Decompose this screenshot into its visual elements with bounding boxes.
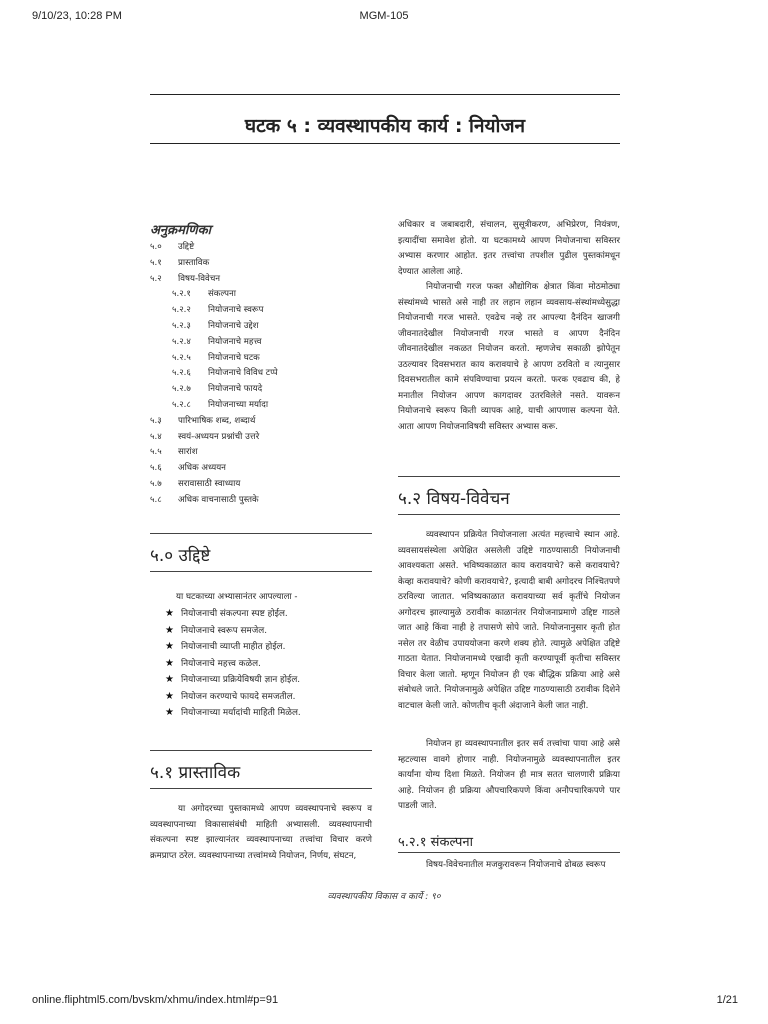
toc-list bbox=[150, 240, 370, 509]
toc-item-label: सारांश bbox=[178, 447, 198, 458]
toc-item bbox=[150, 477, 370, 493]
toc-item-number: ५.१ bbox=[150, 257, 162, 268]
toc-item-number: ५.२.७ bbox=[172, 384, 191, 395]
objective-item bbox=[165, 705, 365, 722]
toc-item bbox=[150, 461, 370, 477]
toc-item-label: अधिक अध्ययन bbox=[178, 463, 226, 474]
sec521-rule bbox=[398, 852, 620, 853]
objective-item bbox=[165, 689, 365, 706]
print-url: online.fliphtml5.com/bvskm/xhmu/index.html#p=91 bbox=[32, 994, 279, 1006]
print-title: MGM-105 bbox=[359, 10, 409, 22]
toc-item bbox=[150, 366, 370, 382]
toc-item-label: पारिभाषिक शब्द, शब्दार्थ bbox=[178, 415, 256, 426]
toc-item-number: ५.६ bbox=[150, 463, 162, 474]
toc-item-number: ५.० bbox=[150, 242, 162, 252]
toc-item-label: सरावासाठी स्वाध्याय bbox=[178, 478, 241, 489]
print-page-number: 1/21 bbox=[716, 994, 738, 1006]
page-footer-caption: व्यवस्थापकीय विकास व कार्ये : ९० bbox=[327, 892, 441, 902]
sec51-heading: ५.१ प्रास्ताविक bbox=[150, 763, 241, 783]
toc-item bbox=[150, 272, 370, 288]
objective-text: नियोजनाचे स्वरूप समजेल. bbox=[181, 625, 268, 636]
objective-text: नियोजनाच्या प्रक्रियेविषयी ज्ञान होईल. bbox=[181, 675, 301, 685]
star-bullet-icon: ★ bbox=[165, 657, 174, 669]
sec50-bottom-rule bbox=[150, 571, 372, 572]
toc-heading: अनुक्रमणिका bbox=[150, 223, 212, 238]
toc-item bbox=[150, 256, 370, 272]
sec52-p1: व्यवस्थापन प्रक्रियेत नियोजनाला अत्यंत महत्त्वाचे स्थान आहे. व्यवसायसंस्थेला अपेक्षित असलेली उद्दिष्टे गाठण्यासाठी नियोजनाची आवश्यकता असते. भविष्यकाळात काय करावयाचे? कसे करावयाचे? केव्हा करावयाचे? कोणी करावयाचे?, इत्यादी बाबी अगोदरच निश्चितपणे ठरविल्या जातात. भविष्यकाळात करावयाच्या सर्व कृतींचे नियोजन अगोदरच झाल्यामुळे ठरावीक काळानंतर नियोजनाप्रमाणे उद्दिष्ट गाठले जात आहे किंवा नाही हे तपासणे सोपे जाते. नियोजनानुसार कृती होत नसेल तर वेळीच उपाययोजना करणे शक्य होते. त्यामुळे अपेक्षित उद्दिष्टे गाठता येतात. नियोजनामध्ये एखादी कृती करण्यापूर्वी कृतीचा सविस्तर विचार केला जातो. म्हणून नियोजन ही एक बौद्धिक प्रक्रिया आहे असे संबोधले जाते. नियोजनामुळे अपेक्षित उद्दिष्ट गाठण्यासाठी ठरावीक दिशेने वाटचाल केली जाते. कोणतीच कृती अंदाजाने केली जात नाही. bbox=[398, 530, 620, 711]
sec521-heading: ५.२.१ संकल्पना bbox=[398, 835, 473, 850]
sec52-top-rule bbox=[398, 476, 620, 477]
toc-item-number: ५.२.१ bbox=[172, 289, 191, 300]
sec52-heading: ५.२ विषय-विवेचन bbox=[398, 489, 510, 509]
toc-item-number: ५.२ bbox=[150, 273, 162, 284]
toc-item-number: ५.३ bbox=[150, 415, 162, 426]
objective-text: नियोजनाचे महत्त्व कळेल. bbox=[181, 658, 261, 669]
objective-item bbox=[165, 623, 365, 640]
toc-item-number: ५.७ bbox=[150, 478, 162, 489]
toc-item-label: स्वयं-अध्ययन प्रश्नांची उत्तरे bbox=[178, 431, 260, 442]
objective-text: नियोजन करण्याचे फायदे समजतील. bbox=[181, 691, 296, 702]
toc-item bbox=[150, 287, 370, 303]
title-top-rule bbox=[150, 94, 620, 95]
toc-item-label: उद्दिष्टे bbox=[178, 242, 195, 252]
objective-text: नियोजनाची संकल्पना स्पष्ट होईल. bbox=[181, 609, 288, 619]
toc-item-number: ५.२.२ bbox=[172, 305, 191, 316]
toc-item-number: ५.२.५ bbox=[172, 352, 191, 363]
print-timestamp: 9/10/23, 10:28 PM bbox=[32, 10, 122, 22]
toc-item-number: ५.८ bbox=[150, 494, 162, 505]
star-bullet-icon: ★ bbox=[165, 707, 174, 718]
star-bullet-icon: ★ bbox=[165, 624, 174, 636]
toc-item-number: ५.४ bbox=[150, 431, 162, 442]
right-intro-p1: अधिकार व जबाबदारी, संचालन, सुसूत्रीकरण, अभिप्रेरण, नियंत्रण, इत्यादींचा समावेश होतो. या घटकामध्ये आपण नियोजनाचा सविस्तर अभ्यास करणार आहोत. इतर तत्त्वांचा तपशील पुढील पुस्तकांमधून देण्यात आलेला आहे. bbox=[398, 220, 620, 277]
toc-item-number: ५.२.४ bbox=[172, 336, 191, 347]
star-bullet-icon: ★ bbox=[165, 641, 174, 652]
sec51-body: या अगोदरच्या पुस्तकामध्ये आपण व्यवस्थापनाचे स्वरूप व व्यवस्थापनाच्या विकासासंबंधी माहिती अभ्यासली. व्यवस्थापनाची संकल्पना स्पष्ट झाल्यानंतर व्यवस्थापनाच्या तत्त्वांचा विचार करणे क्रमप्राप्त ठरेल. व्यवस्थापनाच्या तत्त्वांमध्ये नियोजन, निर्णय, संघटन, bbox=[150, 804, 372, 861]
star-bullet-icon: ★ bbox=[165, 674, 174, 685]
toc-item-label: नियोजनाचे उद्देश bbox=[208, 320, 259, 331]
toc-item bbox=[150, 382, 370, 398]
toc-item bbox=[150, 414, 370, 430]
toc-item-label: नियोजनाचे विविध टप्पे bbox=[208, 368, 278, 379]
toc-item-label: नियोजनाचे घटक bbox=[208, 352, 260, 363]
sec521-body: विषय-विवेचनातील मजकुरावरून नियोजनाचे ढोबळ स्वरूप bbox=[426, 860, 606, 870]
right-intro-p2: नियोजनाची गरज फक्त औद्योगिक क्षेत्रात किंवा मोठमोठ्या संस्थांमध्ये भासते असे नाही तर लहान लहान व्यवसाय-संस्थांमध्येसुद्धा नियोजनाची गरज भासते. एवढेच नव्हे तर आपल्या दैनंदिन खाजगी जीवनातदेखील नियोजनाची गरज भासते व आपण दैनंदिन जीवनातदेखील नकळत नियोजन करतो. म्हणजेच सकाळी झोपेतून उठल्यावर दिवसभरात काय करावयाचे हे आपण ठरवितो व त्यानुसार दिवसभरातील कामे संपविण्याचा प्रयत्न करतो. फरक एवढाच की, हे मनातील नियोजन आपण कागदावर उतरविलेले नसते. यावरून नियोजनाचे स्वरूप किती व्यापक आहे, याची आपणास कल्पना येते. आता आपण नियोजनाविषयी सविस्तर अभ्यास करू. bbox=[398, 282, 620, 432]
title-bottom-rule bbox=[150, 143, 620, 144]
toc-item-label: नियोजनाचे महत्त्व bbox=[208, 336, 262, 347]
toc-item bbox=[150, 430, 370, 446]
toc-item bbox=[150, 445, 370, 461]
sec50-intro: या घटकाच्या अभ्यासानंतर आपल्याला - bbox=[176, 592, 298, 602]
toc-item bbox=[150, 319, 370, 335]
toc-item-label: नियोजनाच्या मर्यादा bbox=[208, 399, 269, 410]
toc-item-label: संकल्पना bbox=[208, 289, 236, 300]
toc-item bbox=[150, 240, 370, 256]
toc-item bbox=[150, 303, 370, 319]
toc-item-label: प्रास्ताविक bbox=[178, 257, 210, 268]
toc-item bbox=[150, 351, 370, 367]
toc-item-number: ५.२.८ bbox=[172, 399, 191, 410]
toc-item-label: विषय-विवेचन bbox=[178, 273, 221, 284]
chapter-title: घटक ५ : व्यवस्थापकीय कार्य : नियोजन bbox=[244, 115, 526, 137]
toc-item bbox=[150, 493, 370, 509]
toc-item-label: अधिक वाचनासाठी पुस्तके bbox=[178, 494, 259, 505]
toc-item bbox=[150, 398, 370, 414]
objective-item bbox=[165, 606, 365, 623]
toc-item-number: ५.२.६ bbox=[172, 368, 191, 379]
objective-item bbox=[165, 672, 365, 689]
sec50-heading: ५.० उद्दिष्टे bbox=[150, 546, 211, 566]
objective-item bbox=[165, 656, 365, 673]
star-bullet-icon: ★ bbox=[165, 690, 174, 702]
sec51-top-rule bbox=[150, 750, 372, 751]
star-bullet-icon: ★ bbox=[165, 608, 174, 619]
sec50-top-rule bbox=[150, 533, 372, 534]
toc-item-number: ५.५ bbox=[150, 447, 162, 458]
sec52-bottom-rule bbox=[398, 514, 620, 515]
objectives-list bbox=[165, 606, 365, 722]
toc-item bbox=[150, 335, 370, 351]
objective-item bbox=[165, 639, 365, 656]
toc-item-label: नियोजनाचे फायदे bbox=[208, 384, 263, 395]
objective-text: नियोजनाची व्याप्ती माहीत होईल. bbox=[181, 642, 286, 652]
toc-item-label: नियोजनाचे स्वरूप bbox=[208, 305, 264, 316]
sec52-p2: नियोजन हा व्यवस्थापनातील इतर सर्व तत्त्वांचा पाया आहे असे म्हटल्यास वावगे होणार नाही. नियोजनामुळे व्यवस्थापनातील इतर कार्यांना योग्य दिशा मिळते. नियोजन ही मात्र सतत चालणारी प्रक्रिया आहे. नियोजन ही प्रक्रिया औपचारिकपणे किंवा अनौपचारिकपणे पार पाडली जाते. bbox=[398, 739, 620, 811]
sec51-bottom-rule bbox=[150, 788, 372, 789]
objective-text: नियोजनाच्या मर्यादांची माहिती मिळेल. bbox=[181, 708, 301, 718]
toc-item-number: ५.२.३ bbox=[172, 320, 191, 331]
